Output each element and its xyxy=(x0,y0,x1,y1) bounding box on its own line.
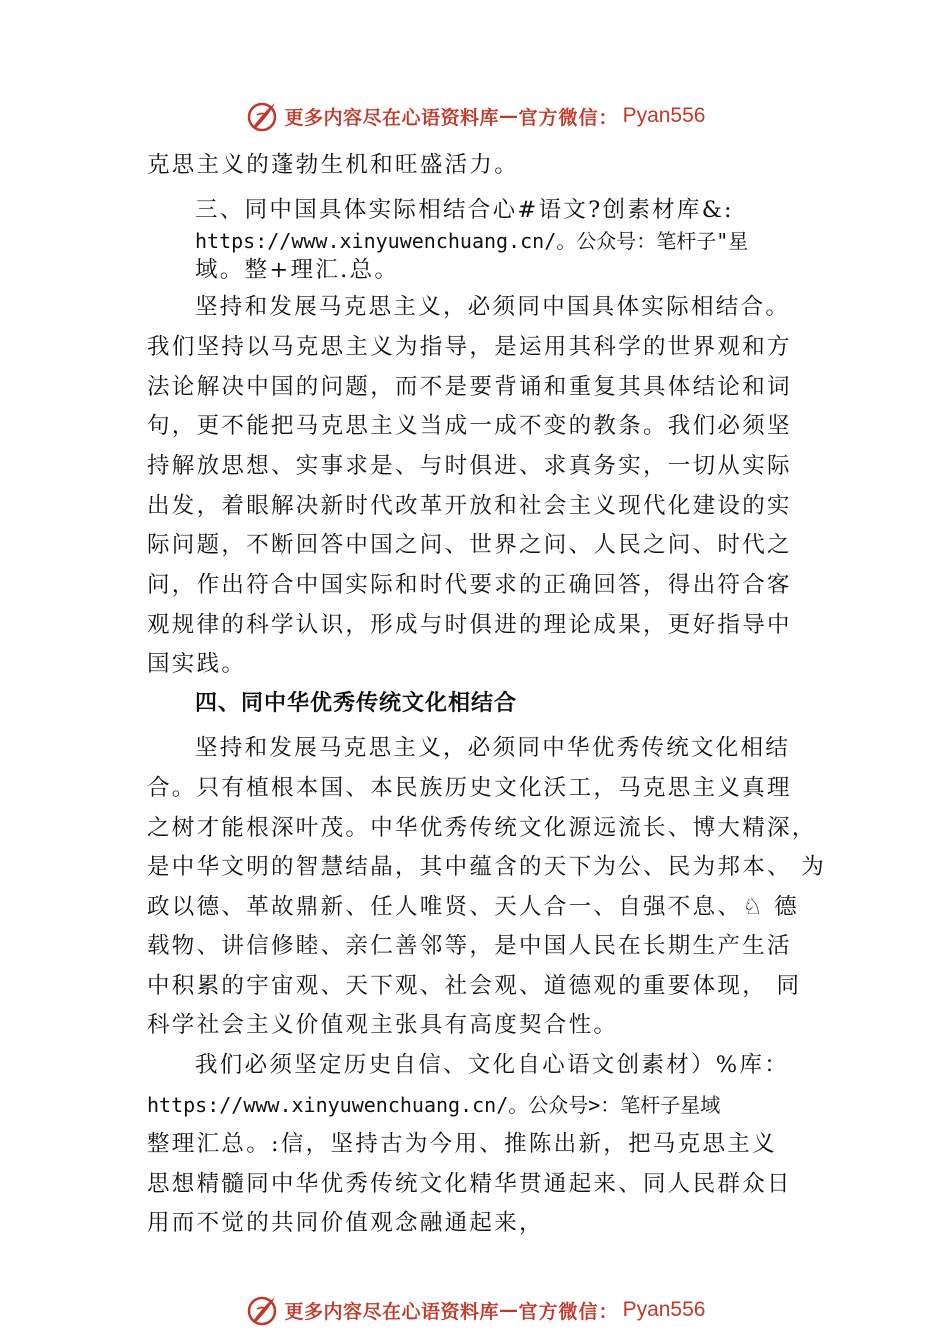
quill-pen-logo-icon xyxy=(245,1293,279,1327)
text-line: 载物、讲信修睦、亲仁善邻等，是中国人民在长期生产生活 xyxy=(147,933,792,959)
text-line: 出发，着眼解决新时代改革开放和社会主义现代化建设的实 xyxy=(147,493,792,519)
text-line: 问，作出符合中国实际和时代要求的正确回答，得出符合客 xyxy=(147,572,792,598)
text-line xyxy=(147,1090,720,1120)
text-line: 克思主义的蓬勃生机和旺盛活力。 xyxy=(147,152,520,178)
header-banner xyxy=(0,96,950,136)
banner-main-text: 更多内容尽在心语资料库 xyxy=(284,1300,500,1323)
banner-wechat-id: Pyan556 xyxy=(622,104,706,127)
url-text: https://www.xinyuwenchuang.cn/。公众号>：笔杆子星域 xyxy=(147,1093,721,1117)
url-text: https://www.xinyuwenchuang.cn/。公众号：笔杆子"星 xyxy=(195,229,749,253)
section-heading: 四、同中华优秀传统文化相结合 xyxy=(195,691,518,716)
text-line: 合。只有植根本国、本民族历史文化沃工，马克思主义真理 xyxy=(147,775,792,801)
text-line: 持解放思想、实事求是、与时俱进、求真务实，一切从实际 xyxy=(147,453,792,479)
text-line: 域。整+理汇.总。 xyxy=(195,257,400,283)
banner-wechat-id: Pyan556 xyxy=(622,1298,706,1321)
text-line: 句，更不能把马克思主义当成一成不变的教条。我们必须坚 xyxy=(147,413,792,439)
text-line: 坚持和发展马克思主义，必须同中国具体实际相结合。 xyxy=(195,294,791,320)
text-line: 之树才能根深叶茂。中华优秀传统文化源远流长、博大精深， xyxy=(147,815,817,841)
text-line: 我们必须坚定历史自信、文化自心语文创素材）%库： xyxy=(195,1052,790,1078)
text-line: 国实践。 xyxy=(147,651,247,677)
quill-pen-logo-icon xyxy=(245,99,279,133)
footer-banner xyxy=(0,1290,950,1330)
banner-wechat-label: 官方微信： xyxy=(518,1300,619,1323)
text-line: 整理汇总。:信，坚持古为今用、推陈出新，把马克思主义 xyxy=(147,1131,777,1157)
text-line: 政以德、革故鼎新、任人唯贤、天人合一、自强不息、♘ 德 xyxy=(147,894,799,920)
banner-separator: — xyxy=(499,1299,519,1321)
text-line: 科学社会主义价值观主张具有高度契合性。 xyxy=(147,1012,619,1038)
text-line: 我们坚持以马克思主义为指导，是运用其科学的世界观和方 xyxy=(147,334,792,360)
text-line: 思想精髓同中华优秀传统文化精华贯通起来、同人民群众日 xyxy=(147,1171,792,1197)
banner-separator: — xyxy=(499,105,519,127)
text-line: 三、同中国具体实际相结合心#语文?创素材库&: xyxy=(195,197,734,223)
text-line: 用而不觉的共同价值观念融通起来， xyxy=(147,1210,544,1236)
text-line: 际问题，不断回答中国之问、世界之问、人民之问、时代之 xyxy=(147,532,792,558)
text-line xyxy=(195,226,748,256)
text-line: 法论解决中国的问题，而不是要背诵和重复其具体结论和词 xyxy=(147,374,792,400)
banner-wechat-label: 官方微信： xyxy=(518,106,619,129)
text-line: 是中华文明的智慧结晶，其中蕴含的天下为公、民为邦本、 为 xyxy=(147,854,827,880)
text-line: 观规律的科学认识，形成与时俱进的理论成果，更好指导中 xyxy=(147,612,792,638)
banner-main-text: 更多内容尽在心语资料库 xyxy=(284,106,500,129)
text-line: 中积累的宇宙观、天下观、社会观、道德观的重要体现， 同 xyxy=(147,973,802,999)
text-line: 坚持和发展马克思主义，必须同中华优秀传统文化相结 xyxy=(195,735,791,761)
